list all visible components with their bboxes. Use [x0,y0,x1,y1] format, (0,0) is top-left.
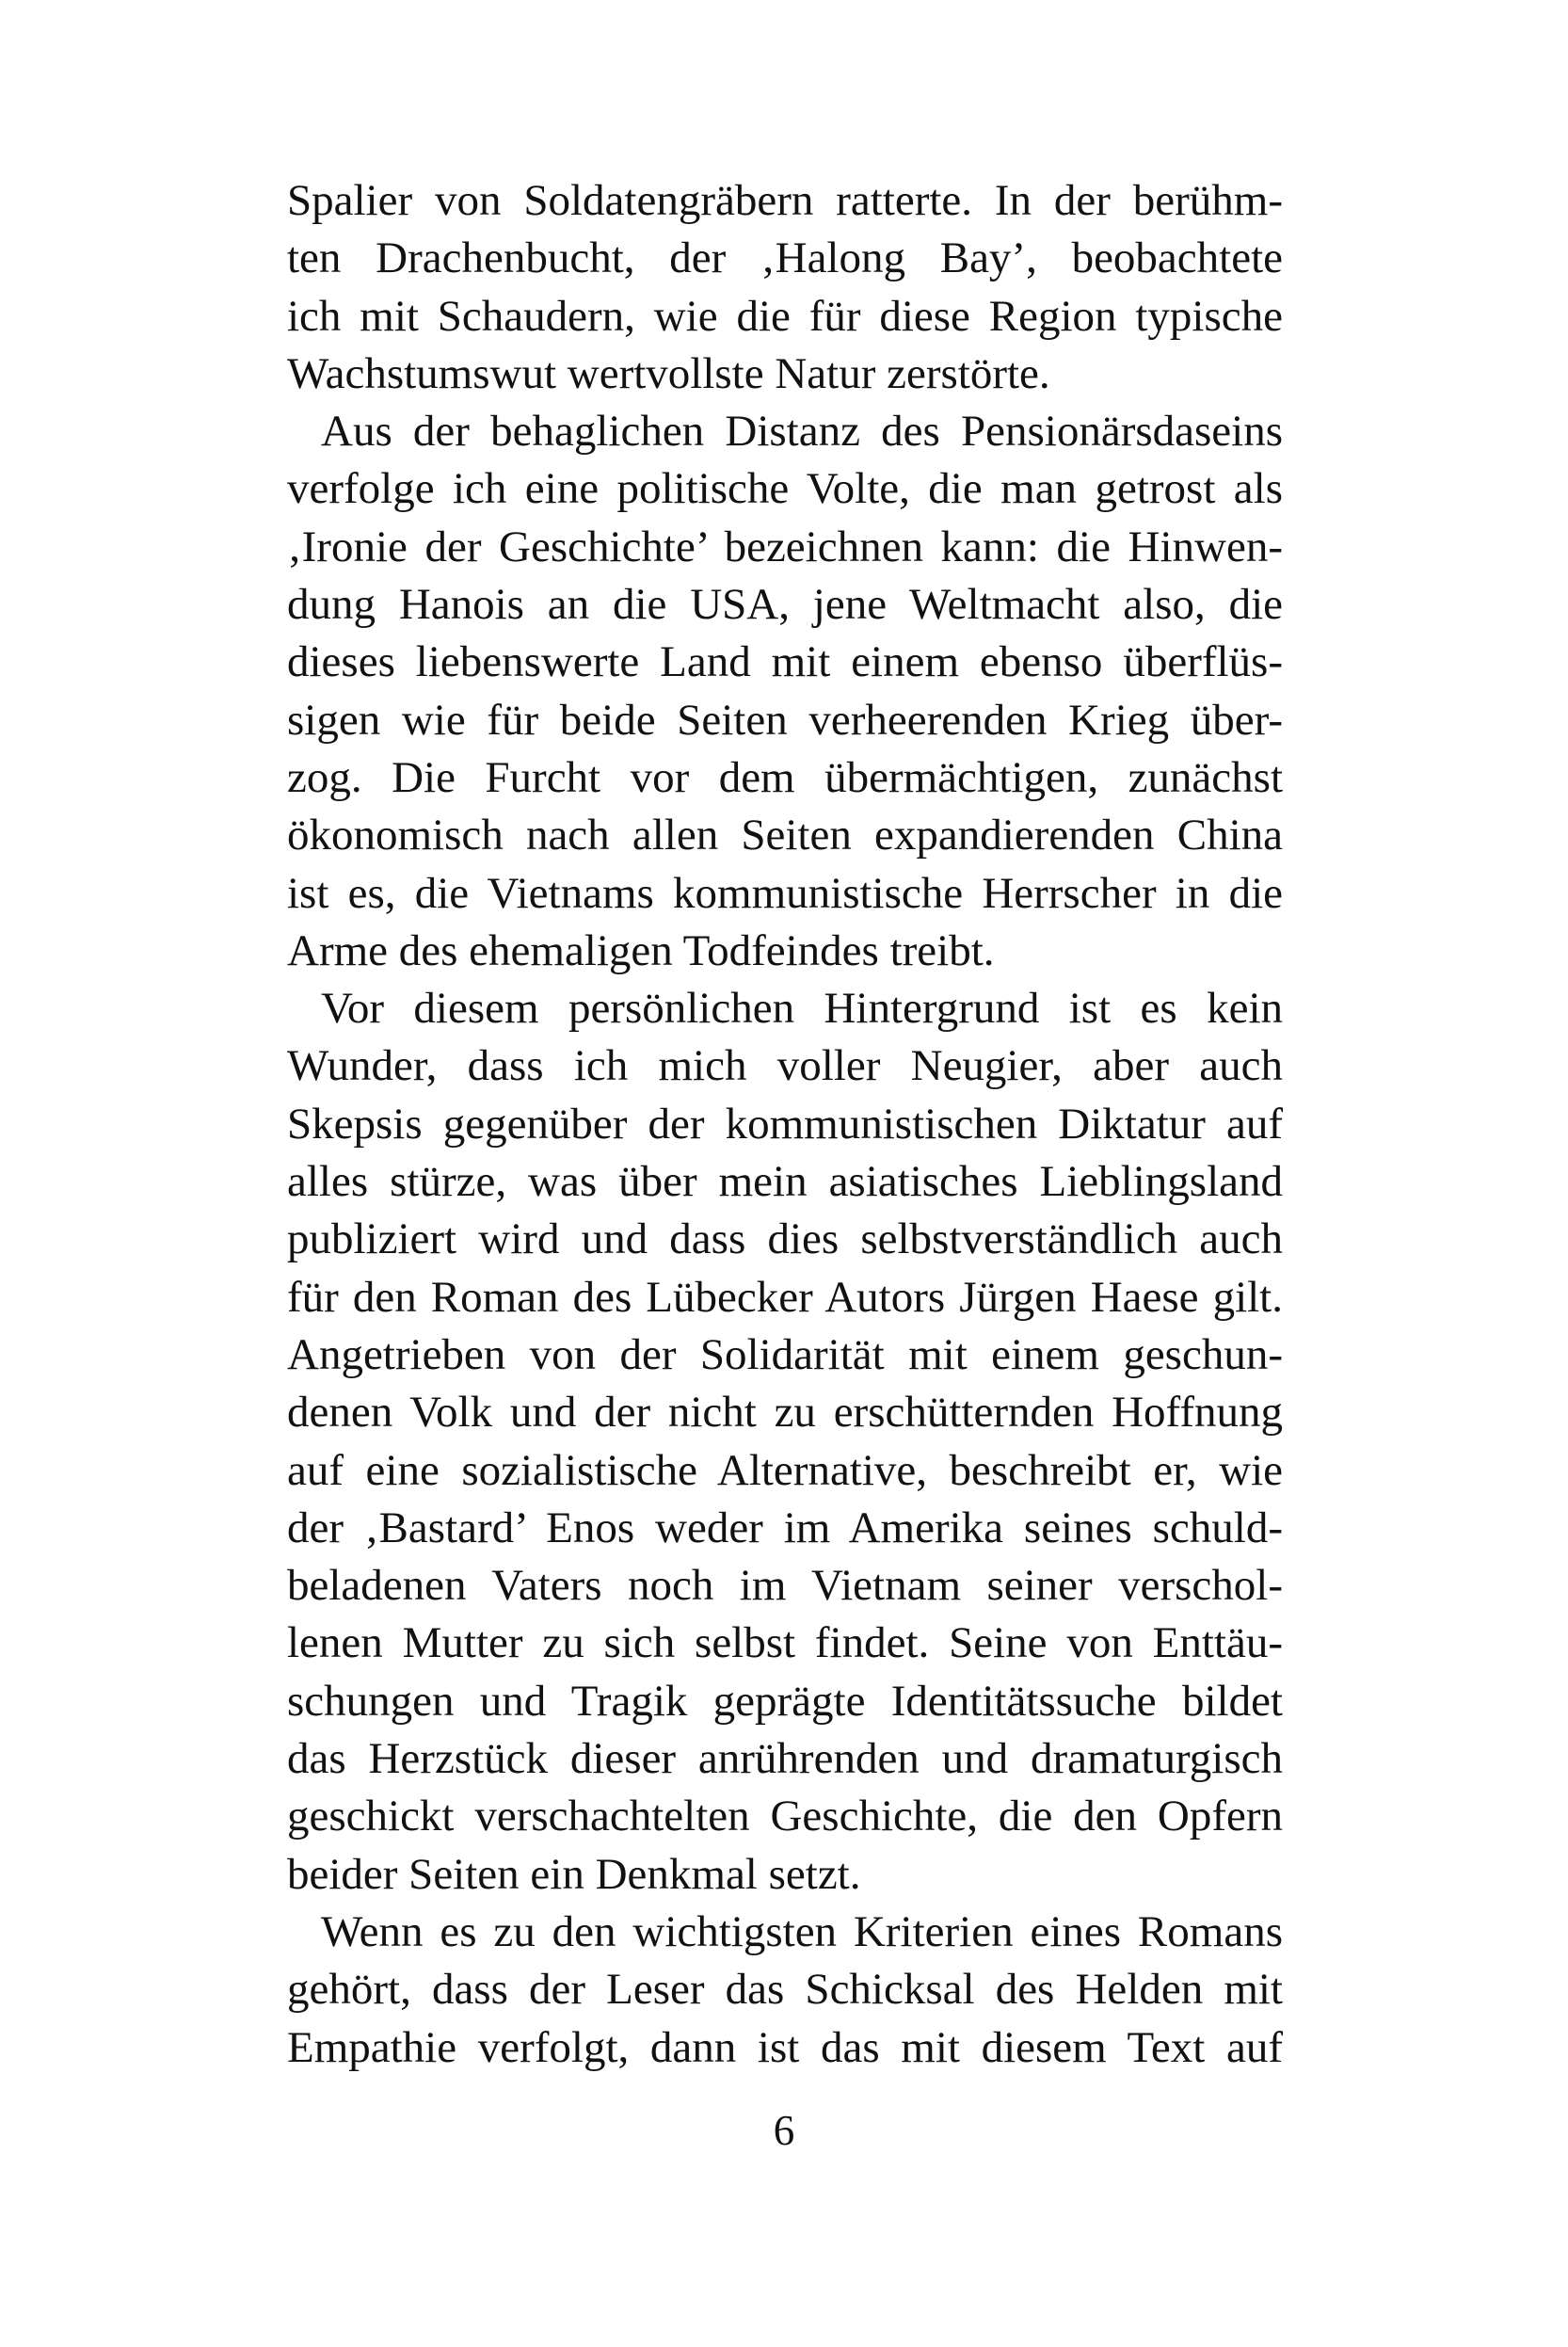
text-line: schungen und Tragik geprägte Identitätssuche bildet [287,1676,1283,1726]
body-text [287,172,1283,2077]
paragraph [287,403,1283,980]
text-line: lenen Mutter zu sich selbst findet. Seine von Enttäu- [287,1618,1283,1668]
text-line: Vor diesem persönlichen Hintergrund ist es kein [321,984,1283,1034]
text-line: Skepsis gegenüber der kommunistischen Diktatur auf [287,1099,1283,1149]
text-line: das Herzstück dieser anrührenden und dramaturgisch [287,1734,1283,1784]
paragraph [287,1904,1283,2077]
text-line: publiziert wird und dass dies selbstverständlich auch [287,1214,1283,1264]
text-line: Wachstumswut wertvollste Natur zerstörte. [287,348,1050,398]
text-line: verfolge ich eine politische Volte, die man getrost als [287,464,1283,514]
text-line: Aus der behaglichen Distanz des Pensionärsdaseins [321,407,1283,457]
paragraph [287,172,1283,403]
text-line: gehört, dass der Leser das Schicksal des Helden mit [287,1965,1283,2015]
text-line: sigen wie für beide Seiten verheerenden Krieg über- [287,695,1283,745]
text-line: Wunder, dass ich mich voller Neugier, aber auch [287,1041,1283,1091]
text-line: denen Volk und der nicht zu erschütternden Hoffnung [287,1388,1283,1438]
text-line: ‚Ironie der Geschichte’ bezeichnen kann: die Hinwen- [287,522,1283,571]
text-line: ich mit Schaudern, wie die für diese Region typische [287,291,1283,341]
text-line: zog. Die Furcht vor dem übermächtigen, zunächst [287,752,1283,802]
text-line: Wenn es zu den wichtigsten Kriterien eines Romans [321,1906,1283,1956]
page-number: 6 [773,2107,795,2154]
text-line: alles stürze, was über mein asiatisches Lieblingsland [287,1157,1283,1207]
paragraph [287,980,1283,1904]
text-line: Angetrieben von der Solidarität mit einem geschun- [287,1329,1283,1379]
text-line: Empathie verfolgt, dann ist das mit diesem Text auf [287,2022,1283,2072]
text-line: auf eine sozialistische Alternative, beschreibt er, wie [287,1445,1283,1495]
text-line: Arme des ehemaligen Todfeindes treibt. [287,925,995,975]
text-line: für den Roman des Lübecker Autors Jürgen Haese gilt. [287,1272,1283,1322]
text-line: der ‚Bastard’ Enos weder im Amerika seines schuld- [287,1503,1283,1552]
text-line: beider Seiten ein Denkmal setzt. [287,1849,861,1899]
text-line: Spalier von Soldatengräbern ratterte. In der berühm- [287,176,1283,225]
text-line: ten Drachenbucht, der ‚Halong Bay’, beobachtete [287,233,1283,283]
text-line: dieses liebenswerte Land mit einem ebenso überflüs- [287,637,1283,687]
text-line: dung Hanois an die USA, jene Weltmacht also, die [287,580,1283,630]
text-line: ist es, die Vietnams kommunistische Herrscher in die [287,868,1283,918]
text-line: beladenen Vaters noch im Vietnam seiner verschol- [287,1561,1283,1611]
text-line: geschickt verschachtelten Geschichte, die den Opfern [287,1792,1283,1841]
text-line: ökonomisch nach allen Seiten expandierenden China [287,811,1283,860]
